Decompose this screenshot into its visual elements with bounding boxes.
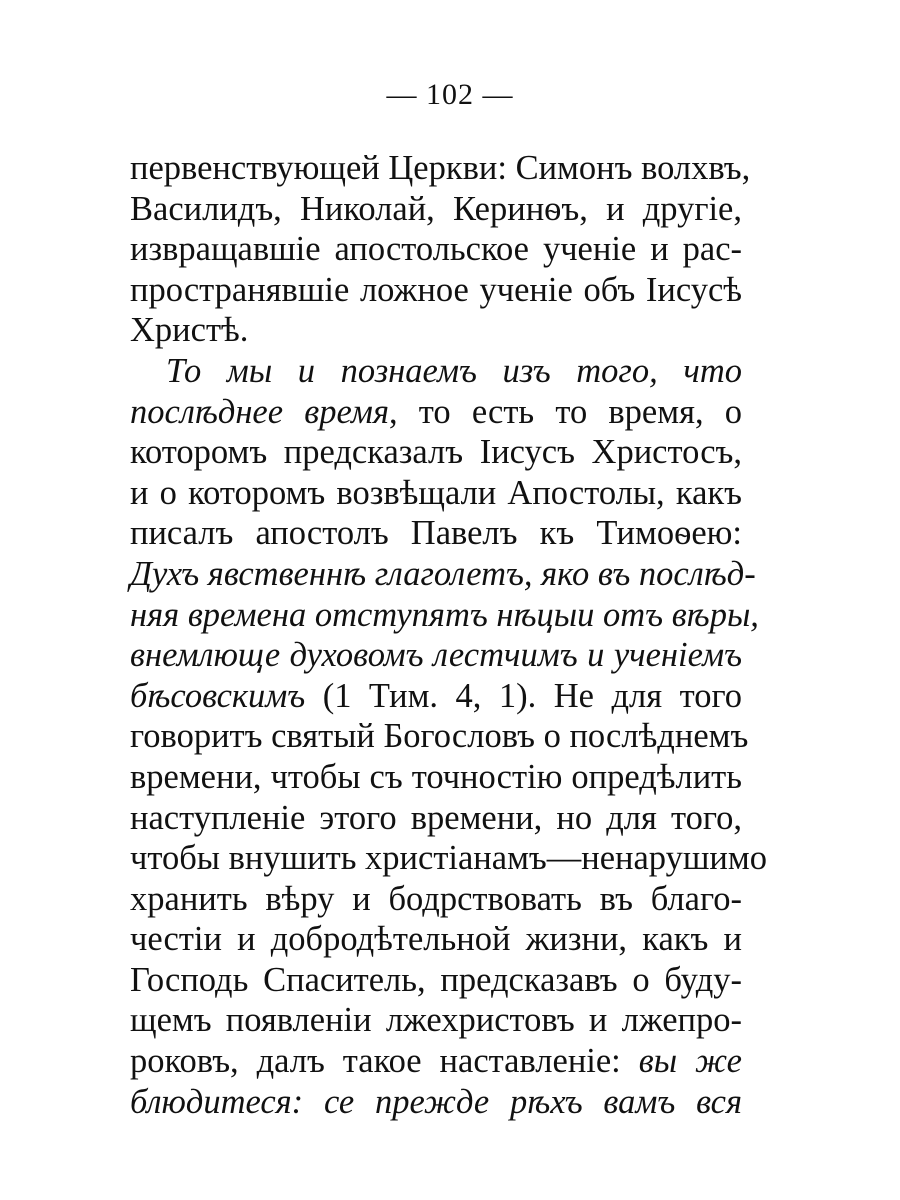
text-line bbox=[130, 513, 742, 554]
text-line bbox=[130, 838, 767, 879]
text-line bbox=[130, 635, 742, 676]
text-segment: роковъ, далъ такое наставленіе: bbox=[130, 1042, 639, 1081]
text-line bbox=[130, 1000, 742, 1041]
text-line bbox=[130, 148, 751, 189]
text-segment: которомъ предсказалъ Іисусъ Христосъ, bbox=[130, 433, 742, 472]
text-line bbox=[130, 310, 742, 351]
text-segment: честіи и добродѣтельной жизни, какъ и bbox=[130, 920, 742, 959]
italic-text: внемлюще духовомъ лестчимъ и ученіемъ bbox=[130, 636, 742, 675]
text-segment: , то есть то время, о bbox=[388, 392, 743, 431]
text-line bbox=[130, 473, 742, 514]
text-segment: говоритъ святый Богословъ о послѣднемъ bbox=[130, 717, 749, 756]
text-line bbox=[130, 392, 742, 433]
text-segment: пространявшіе ложное ученіе объ Іисусѣ bbox=[130, 270, 742, 309]
italic-text: То мы и познаемъ изъ того, что bbox=[166, 351, 742, 390]
text-line bbox=[130, 351, 742, 392]
text-line bbox=[130, 229, 742, 270]
italic-text: вы же bbox=[638, 1042, 742, 1081]
page-number: — 102 — bbox=[386, 78, 514, 111]
text-line bbox=[130, 757, 742, 798]
italic-text: няя времена отступятъ нѣцыи отъ вѣры, bbox=[130, 595, 759, 634]
text-line bbox=[130, 270, 742, 311]
text-line bbox=[130, 919, 742, 960]
text-segment: чтобы внушить христіанамъ—ненарушимо bbox=[130, 839, 767, 878]
text-line bbox=[130, 595, 759, 636]
text-line bbox=[130, 716, 749, 757]
text-segment: извращавшіе апостольское ученіе и рас- bbox=[130, 230, 742, 269]
italic-text: Духъ явственнѣ глаголетъ, яко въ послѣд- bbox=[130, 554, 756, 593]
text-segment: наступленіе этого времени, но для того, bbox=[130, 798, 742, 837]
text-segment: первенствующей Церкви: Симонъ волхвъ, bbox=[130, 149, 751, 187]
text-segment: и о которомъ возвѣщали Апостолы, какъ bbox=[130, 473, 742, 512]
body-text bbox=[130, 148, 767, 1122]
text-line bbox=[130, 960, 742, 1001]
text-segment: писалъ апостолъ Павелъ къ Тимоѳею: bbox=[130, 514, 742, 553]
text-line bbox=[130, 879, 742, 920]
text-segment: Господь Спаситель, предсказавъ о буду- bbox=[130, 960, 742, 999]
italic-text: бѣсовскимъ bbox=[130, 676, 306, 715]
text-line bbox=[130, 554, 756, 595]
text-segment: времени, чтобы съ точностію опредѣлить bbox=[130, 757, 742, 796]
text-line bbox=[130, 1041, 742, 1082]
italic-text: послѣднее время bbox=[130, 392, 389, 431]
text-segment: щемъ появленіи лжехристовъ и лжепро- bbox=[130, 1001, 742, 1040]
text-line bbox=[130, 676, 742, 717]
italic-text: блюдитеся: се прежде рѣхъ вамъ вся bbox=[130, 1082, 742, 1121]
text-segment: Христѣ. bbox=[130, 311, 249, 350]
text-line bbox=[130, 189, 742, 230]
text-line bbox=[130, 432, 742, 473]
text-segment: хранить вѣру и бодрствовать въ благо- bbox=[130, 879, 742, 918]
text-line bbox=[130, 798, 742, 839]
text-segment: Василидъ, Николай, Керинѳъ, и другіе, bbox=[130, 189, 742, 228]
text-line bbox=[130, 1082, 742, 1123]
text-segment: (1 Тим. 4, 1). Не для того bbox=[305, 676, 742, 715]
